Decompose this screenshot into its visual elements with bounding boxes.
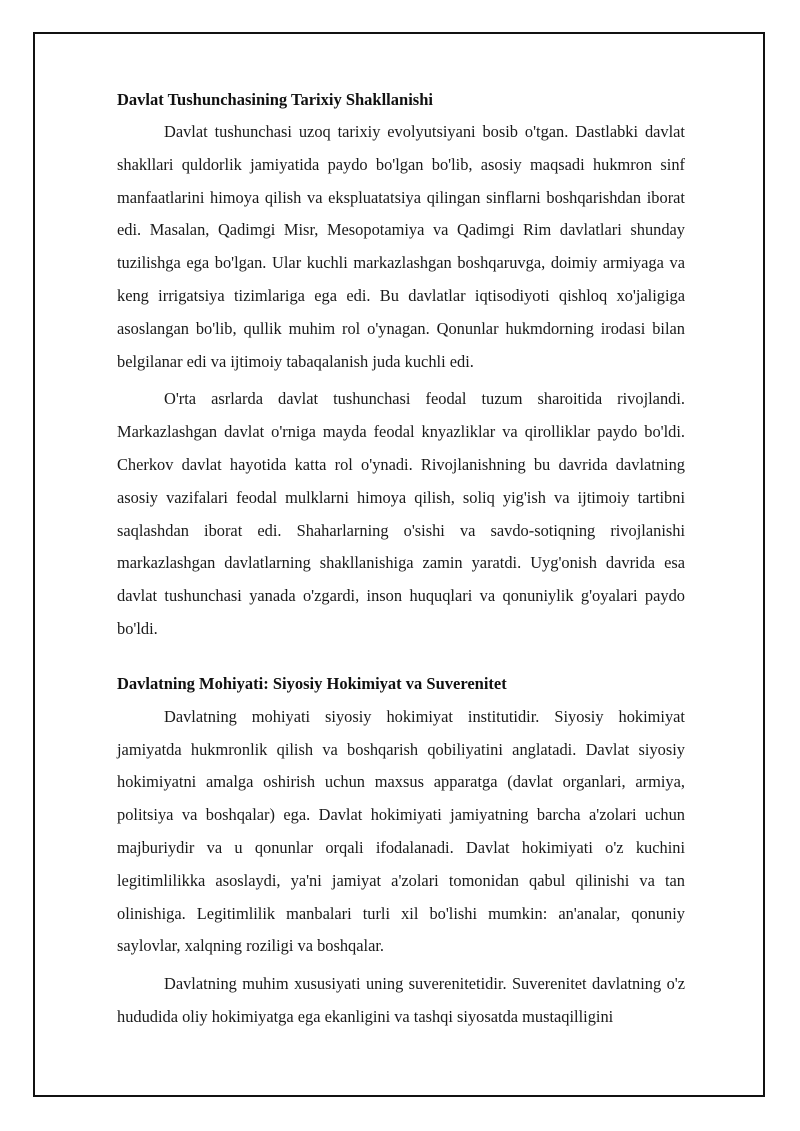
paragraph: O'rta asrlarda davlat tushunchasi feodal tuzum sharoitida rivojlandi. Markazlashgan davlat o'rniga mayda feodal knyazliklar va qirolliklar paydo bo'ldi. Cherkov davlat hayotida katta rol o'ynadi. Rivojlanishning bu davrida davlatning asosiy vazifalari feodal mulklarni himoya qilish, soliq yig'ish va ijtimoiy tartibni saqlashdan iborat edi. Shaharlarning o'sishi va savdo-sotiqning rivojlanishi markazlashgan davlatlarning shakllanishiga zamin yaratdi. Uyg'onish davrida esa davlat tushunchasi yanada o'zgardi, inson huquqlari va qonuniylik g'oyalari paydo bo'ldi. (117, 389, 685, 638)
section-heading-essence-of-state: Davlatning Mohiyati: Siyosiy Hokimiyat va Suverenitet (117, 673, 507, 693)
section-heading-historical-formation: Davlat Tushunchasining Tarixiy Shakllanishi (117, 90, 433, 109)
paragraph: Davlat tushunchasi uzoq tarixiy evolyutsiyani bosib o'tgan. Dastlabki davlat shakllari quldorlik jamiyatida paydo bo'lgan bo'lib, asosiy maqsadi hukmron sinf manfaatlarini himoya qilish va ekspluatatsiya qilingan sinflarni boshqarishdan iborat edi. Masalan, Qadimgi Misr, Mesopotamiya va Qadimgi Rim davlatlari shunday tuzilishga ega bo'lgan. Ular kuchli markazlashgan boshqaruvga, doimiy armiyaga va keng irrigatsiya tizimlariga ega edi. Bu davlatlar iqtisodiyoti qishloq xo'jaligiga asoslangan bo'lib, qullik muhim rol o'ynagan. Qonunlar hukmdorning irodasi bilan belgilanar edi va ijtimoiy tabaqalanish juda kuchli edi. (117, 122, 685, 371)
paragraph: Davlatning muhim xususiyati uning suverenitetidir. Suverenitet davlatning o'z hududida oliy hokimiyatga ega ekanligini va tashqi siyosatda mustaqilligini (117, 974, 685, 1026)
document-body (117, 34, 685, 1034)
paragraph: Davlatning mohiyati siyosiy hokimiyat institutidir. Siyosiy hokimiyat jamiyatda hukmronlik qilish va boshqarish qobiliyatini anglatadi. Davlat siyosiy hokimiyatni amalga oshirish uchun maxsus apparatga (davlat organlari, armiya, politsiya va boshqalar) ega. Davlat hokimiyati jamiyatning barcha a'zolari uchun majburiydir va u qonunlar orqali ifodalanadi. Davlat hokimiyati o'z kuchini legitimlilikka asoslaydi, ya'ni jamiyat a'zolari tomonidan qabul qilinishi va tan olinishiga. Legitimlilik manbalari turli xil bo'lishi mumkin: an'analar, qonuniy saylovlar, xalqning roziligi va boshqalar. (117, 706, 685, 956)
page-frame (33, 32, 765, 1097)
